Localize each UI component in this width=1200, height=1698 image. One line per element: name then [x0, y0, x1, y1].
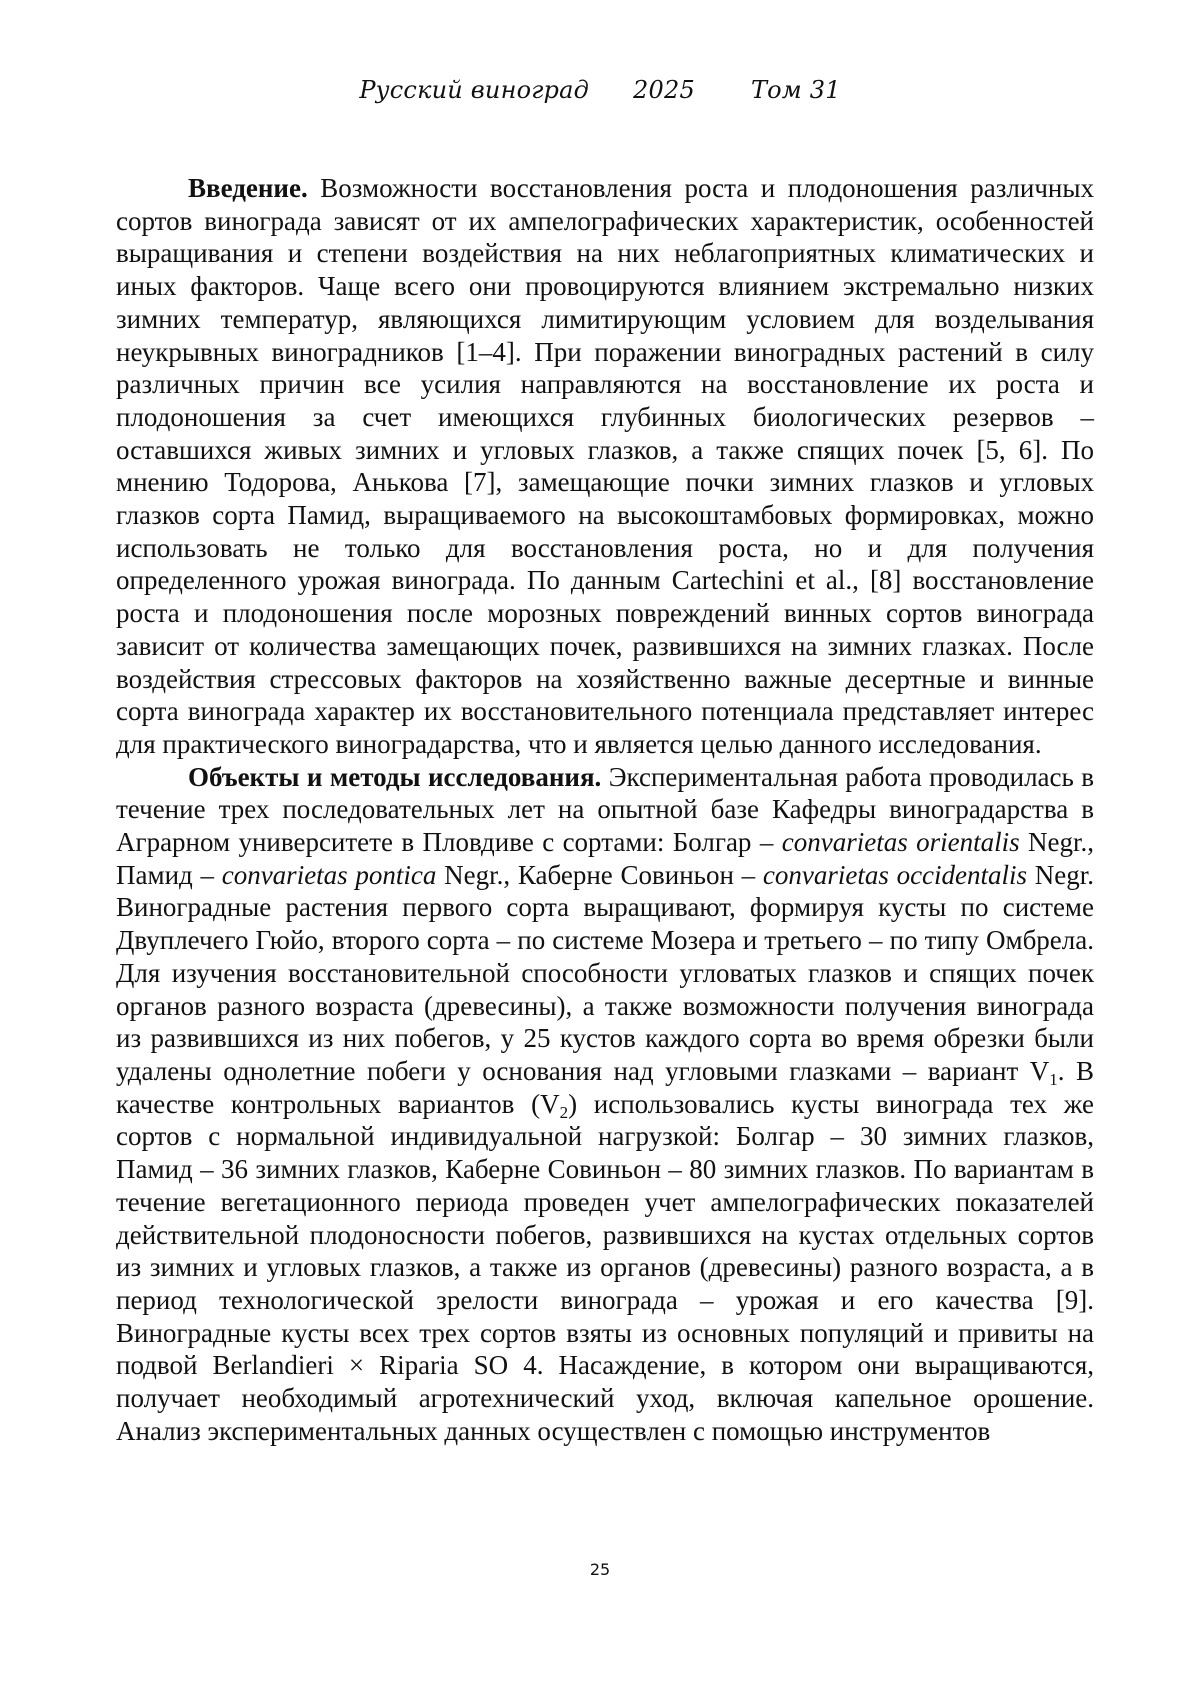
- journal-year: 2025: [633, 76, 695, 104]
- methods-text-4: Negr. Виноградные растения первого сорта выращивают, формируя кусты по системе Двуплечего Гюйо, второго сорта – по системе Мозера и третьего – по типу Омбрела. Для изучения восстановительной способности угловатых глазков и спящих почек органов разного возраста (древесины), а также возможности получения винограда из развившихся из них побегов, у 25 кустов каждого сорта во время обрезки были удалены однолетние побеги у основания над угловыми глазками – вариант V: [116, 859, 1095, 1086]
- methods-text-3: Negr., Каберне Совиньон –: [436, 859, 763, 890]
- methods-text-2: Negr., Памид –: [116, 827, 1094, 890]
- variant-subscript-1: 1: [1049, 1069, 1058, 1089]
- intro-heading: Введение.: [188, 173, 308, 203]
- journal-title: Русский виноград: [359, 76, 590, 104]
- page-number: 25: [589, 1560, 611, 1579]
- variant-subscript-2: 2: [559, 1102, 569, 1122]
- methods-text-1: Экспериментальная работа проводилась в течение трех последовательных лет на опытной базе Кафедры виноградарства в Аграрном университете в Пловдиве с сортами: Болгар –: [116, 761, 1094, 858]
- taxon-occidentalis: convarietas occidentalis: [762, 859, 1028, 890]
- methods-text-6: ) использовались кусты винограда тех же сортов с нормальной индивидуальной нагрузкой: Болгар – 30 зимних глазков, Памид – 36 зимних глазков, Каберне Совиньон – 80 зимних глазков. По вариантам в течение вегетационного периода проведен учет ампелографических показателей действительной плодоносности побегов, развившихся на кустах отдельных сортов из зимних и угловых глазков, а также из органов (древесины) разного возраста, а в период технологической зрелости винограда – урожая и его качества [9]. Виноградные кусты всех трех сортов взяты из основных популяций и привиты на подвой Berlandieri × Riparia SO 4. Насаждение, в котором они выращиваются, получает необходимый агротехнический уход, включая капельное орошение. Анализ экспериментальных данных осуществлен с помощью инструментов: [116, 1088, 1094, 1446]
- intro-text: Возможности восстановления роста и плодоношения различных сортов винограда зависят от их ампелографических характеристик, особенностей выращивания и степени воздействия на них неблагоприятных климатических и иных факторов. Чаще всего они провоцируются влиянием экстремально низких зимних температур, являющихся лимитирующим условием для возделывания неукрывных виноградников [1–4]. При поражении виноградных растений в силу различных причин все усилия направляются на восстановление их роста и плодоношения за счет имеющихся глубинных биологических резервов – оставшихся живых зимних и угловых глазков, а также спящих почек [5, 6]. По мнению Тодорова, Анькова [7], замещающие почки зимних глазков и угловых глазков сорта Памид, выращиваемого на высокоштамбовых формировках, можно использовать не только для восстановления роста, но и для получения определенного урожая винограда. По данным Cartechini et al., [8] восстановление роста и плодоношения после морозных повреждений винных сортов винограда зависит от количества замещающих почек, развившихся на зимних глазках. После воздействия стрессовых факторов на хозяйственно важные десертные и винные сорта винограда характер их восстановительного потенциала представляет интерес для практического виноградарства, что и является целью данного исследования.: [116, 173, 1094, 759]
- intro-paragraph: [116, 172, 1094, 761]
- journal-volume: Том 31: [750, 76, 841, 104]
- methods-text-5: . В качестве контрольных вариантов (V: [116, 1055, 1094, 1119]
- methods-heading: Объекты и методы исследования.: [188, 761, 602, 792]
- article-body: [116, 172, 1094, 1447]
- taxon-pontica: convarietas pontica: [221, 859, 437, 890]
- methods-paragraph: [116, 761, 1094, 1448]
- taxon-orientalis: convarietas orientalis: [781, 827, 1020, 858]
- running-header: [0, 76, 1200, 104]
